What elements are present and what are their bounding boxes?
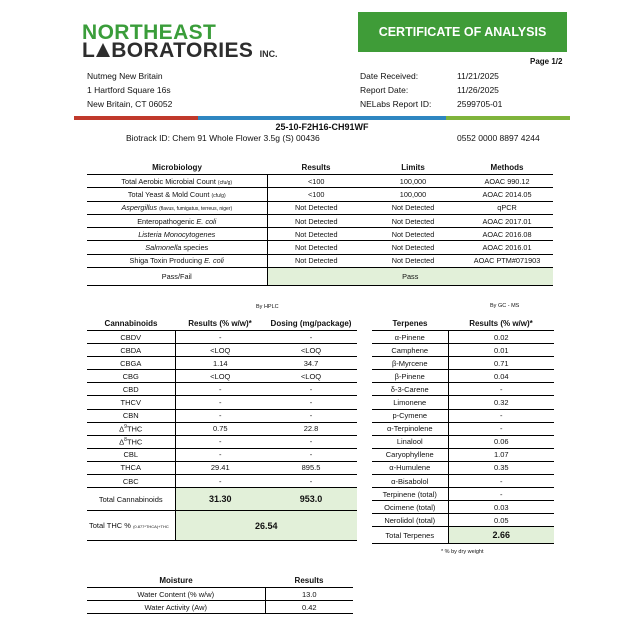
table-row: Listeria Monocytogenes Not Detected Not Detected AOAC 2016.08 (87, 228, 553, 241)
table-row: Total Yeast & Mold Count (cfu/g) <100 100,000 AOAC 2014.05 (87, 188, 553, 201)
table-row: Nerolidol (total) 0.05 (372, 514, 554, 527)
table-row: CBGA 1.14 34.7 (87, 357, 357, 370)
table-header: Terpenes Results (% w/w)* (372, 316, 554, 331)
client-address-line-2: New Britain, CT 06052 (87, 99, 173, 109)
table-row: Caryophyllene 1.07 (372, 448, 554, 461)
table-row: CBD - - (87, 383, 357, 396)
table-row: α-Pinene 0.02 (372, 331, 554, 344)
table-row: Water Activity (Aw) 0.42 (87, 601, 353, 614)
table-row: Shiga Toxin Producing E. coli Not Detected Not Detected AOAC PTM#071903 (87, 254, 553, 267)
total-thc-value: 26.54 (175, 511, 357, 541)
table-header: Moisture Results (87, 573, 353, 588)
table-row: $\Delta^8THC$ - - (87, 435, 357, 448)
table-row: Enteropathogenic E. coli Not Detected Not Detected AOAC 2017.01 (87, 214, 553, 227)
total-cannabinoids-result: 31.30 (175, 488, 265, 511)
table-row: Camphene 0.01 (372, 344, 554, 357)
table-row: α-Terpinolene - (372, 422, 554, 435)
by-hplc-note: By HPLC (256, 304, 279, 310)
table-row: Terpinene (total) - (372, 488, 554, 501)
total-thc-row: Total THC % (0.877*THCA)+THC 26.54 (87, 511, 357, 541)
report-values (457, 69, 502, 111)
stripe-segment (322, 116, 446, 120)
sample-id: 25-10-F2H16-CH91WF (275, 122, 369, 132)
table-row: CBG <LOQ <LOQ (87, 370, 357, 383)
logo-line-2: L BORATORIES INC. (82, 39, 278, 62)
table-row: β-Pinene 0.04 (372, 370, 554, 383)
biotrack-id: Biotrack ID: Chem 91 Whole Flower 3.5g (S) 00436 (126, 133, 320, 143)
sample-number: 0552 0000 8897 4244 (457, 133, 540, 143)
table-row: CBDA <LOQ <LOQ (87, 344, 357, 357)
certificate-title: CERTIFICATE OF ANALYSIS (358, 12, 567, 52)
table-row: THCA 29.41 895.5 (87, 461, 357, 474)
total-terpenes-row: Total Terpenes 2.66 (372, 527, 554, 544)
logo-line-1: NORTHEAST (82, 21, 217, 44)
page-number: Page 1/2 (530, 57, 563, 66)
cannabinoids-table (87, 316, 357, 541)
table-row: α-Humulene 0.35 (372, 461, 554, 474)
table-row: β-Myrcene 0.71 (372, 357, 554, 370)
client-address (87, 69, 172, 111)
table-row: α-Bisabolol - (372, 475, 554, 488)
date-received: 11/21/2025 (457, 71, 499, 81)
pass-fail-row: Pass/Fail Pass (87, 268, 553, 286)
table-row: p-Cymene - (372, 409, 554, 422)
stripe-segment (74, 116, 198, 120)
table-row: Ocimene (total) 0.03 (372, 501, 554, 514)
total-cannabinoids-row: Total Cannabinoids 31.30 953.0 (87, 488, 357, 511)
table-row: CBDV - - (87, 331, 357, 344)
table-header: Cannabinoids Results (% w/w)* Dosing (mg/package) (87, 316, 357, 331)
moisture-table (87, 573, 353, 614)
table-header: Microbiology Results Limits Methods (87, 161, 553, 175)
table-row: Limonene 0.32 (372, 396, 554, 409)
microbiology-table (87, 161, 553, 286)
stripe-segment (198, 116, 322, 120)
table-row: CBN - - (87, 409, 357, 422)
dry-weight-note: * % by dry weight (441, 549, 484, 555)
terpenes-table (372, 316, 554, 544)
pass-fail-value: Pass (267, 268, 553, 286)
client-address-line-1: 1 Hartford Square 16s (87, 85, 171, 95)
table-row: THCV - - (87, 396, 357, 409)
table-row: Water Content (% w/w) 13.0 (87, 588, 353, 601)
stripe-segment (446, 116, 570, 120)
table-row: Total Aerobic Microbial Count (cfu/g) <100 100,000 AOAC 990.12 (87, 175, 553, 188)
table-row: Salmonella species Not Detected Not Detected AOAC 2016.01 (87, 241, 553, 254)
table-row: Aspergillus (flavus, fumigatus, terreus, niger) Not Detected Not Detected qPCR (87, 201, 553, 214)
table-row: CBL - - (87, 448, 357, 461)
client-name: Nutmeg New Britain (87, 71, 163, 81)
by-gcms-note: By GC - MS (490, 303, 520, 309)
table-row: CBC - - (87, 475, 357, 488)
report-date: 11/26/2025 (457, 85, 499, 95)
logo-mark-icon (96, 43, 110, 57)
report-id: 2599705-01 (457, 99, 503, 109)
table-row: $\Delta^9THC$ 0.75 22.8 (87, 422, 357, 435)
table-row: δ-3-Carene - (372, 383, 554, 396)
total-terpenes-value: 2.66 (448, 527, 554, 544)
table-row: Linalool 0.06 (372, 435, 554, 448)
total-cannabinoids-dosing: 953.0 (265, 488, 357, 511)
report-labels: Date Received: Report Date: NELabs Report ID: (360, 71, 432, 109)
color-stripe (74, 116, 570, 120)
